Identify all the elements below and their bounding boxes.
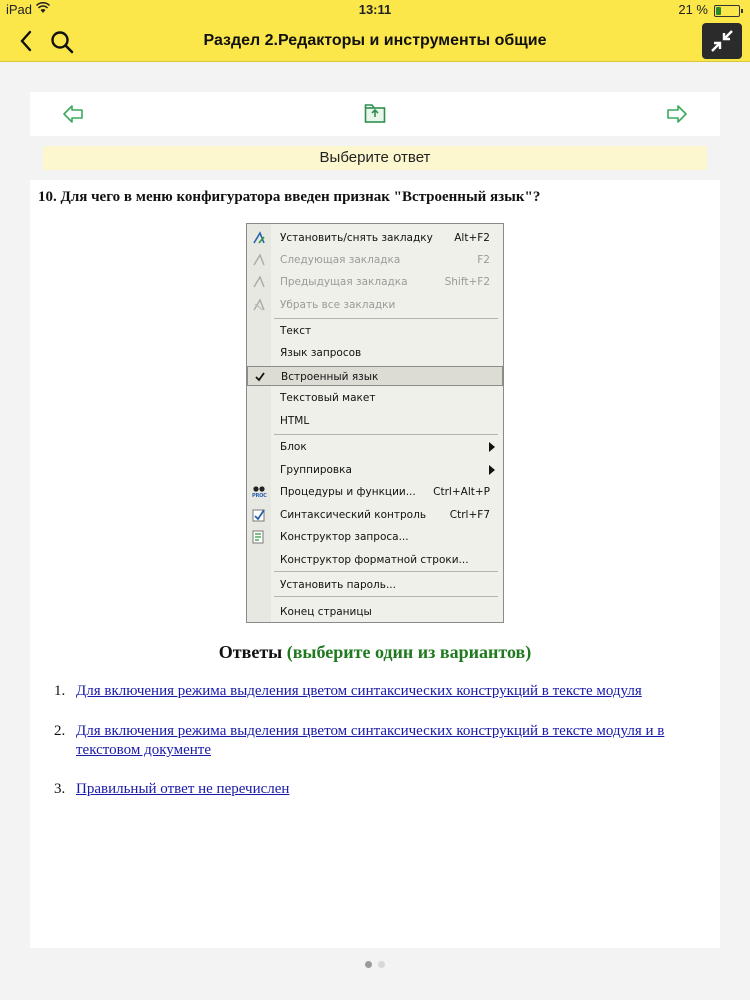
bookmark-prev-icon [252,275,266,289]
choose-answer-prompt: Выберите ответ [43,146,707,170]
collapse-icon[interactable] [702,23,742,59]
menu-separator [274,434,498,435]
answer-number: 1. [54,683,66,699]
question-text: 10. Для чего в меню конфигуратора введен признак "Встроенный язык"? [38,189,541,205]
menu-item-label: Установить пароль... [280,579,396,591]
menu-item [247,295,503,315]
menu-item-label: HTML [280,415,310,427]
submenu-arrow-icon [489,442,495,452]
menu-item-shortcut: F2 [477,254,490,266]
menu-item-label: Процедуры и функции... [280,486,416,498]
menu-item-label: Текст [280,325,312,337]
nav-bar [0,20,750,62]
answer-link[interactable]: Правильный ответ не перечислен [76,781,290,797]
page-dot[interactable] [365,961,372,968]
question-card [30,180,720,948]
menu-item [247,602,503,622]
menu-item-label: Блок [280,441,307,453]
menu-item [247,550,503,570]
search-icon[interactable] [48,28,76,56]
menu-item-shortcut: Ctrl+Alt+P [433,486,490,498]
menu-separator [274,318,498,319]
menu-item [247,343,503,363]
menu-item [247,250,503,270]
syntax-check-icon [252,508,266,522]
bookmark-set-icon [252,231,266,245]
answers-hint: (выберите один из вариантов) [286,642,532,662]
procedures-icon [252,485,266,499]
menu-item-label: Убрать все закладки [280,299,396,311]
arrow-right-icon[interactable] [666,104,688,124]
back-chevron-icon[interactable] [16,28,38,54]
menu-item [247,527,503,547]
menu-item-label: Текстовый макет [280,392,376,404]
menu-item [247,460,503,480]
menu-item [247,321,503,341]
question-toolbar [30,92,720,136]
battery-icon [714,5,740,17]
bookmark-next-icon [252,253,266,267]
page-title: Раздел 2.Редакторы и инструменты общие [203,32,547,49]
menu-item [247,411,503,431]
answers-title: Ответы [218,642,283,662]
menu-item-shortcut: Alt+F2 [454,232,490,244]
menu-item-shortcut: Ctrl+F7 [449,509,490,521]
arrow-left-icon[interactable] [62,104,84,124]
folder-export-icon[interactable] [364,102,386,124]
menu-separator [274,571,498,572]
checkmark-icon [253,370,267,384]
query-builder-icon [252,530,266,544]
answer-link[interactable]: Для включения режима выделения цветом синтаксических конструкций в тексте модуля и в текстовом документе [76,723,665,758]
menu-item [247,388,503,408]
configurator-menu-screenshot [246,223,504,623]
menu-item-shortcut: Shift+F2 [444,276,490,288]
battery-fill [716,7,721,15]
menu-item-label: Предыдущая закладка [280,276,408,288]
menu-item [247,228,503,248]
menu-item-label: Встроенный язык [281,371,379,383]
menu-item-label: Язык запросов [280,347,362,359]
menu-separator [274,596,498,597]
battery-percent: 21 % [678,2,708,17]
answers-heading [30,642,720,663]
menu-item-label: Конец страницы [280,606,372,618]
menu-item-label: Установить/снять закладку [280,232,433,244]
page-indicator [0,955,750,973]
answer-number: 2. [54,723,66,739]
menu-item-label: Конструктор запроса... [280,531,409,543]
clock: 13:11 [358,2,392,17]
answer-link[interactable]: Для включения режима выделения цветом синтаксических конструкций в тексте модуля [76,683,642,699]
procedures-icon-text: PROC [252,493,267,499]
answer-number: 3. [54,781,66,797]
carrier-label: iPad [6,2,33,17]
menu-item [247,505,503,525]
menu-item-label: Синтаксический контроль [280,509,427,521]
menu-item [247,575,503,595]
status-bar [0,0,750,20]
menu-item [247,366,503,386]
menu-item [247,482,503,502]
menu-item-label: Конструктор форматной строки... [280,554,469,566]
menu-item [247,437,503,457]
menu-item-label: Следующая закладка [280,254,401,266]
submenu-arrow-icon [489,465,495,475]
menu-item-label: Группировка [280,464,352,476]
bookmark-clear-icon [252,298,266,312]
page-dot[interactable] [378,961,385,968]
menu-item [247,272,503,292]
